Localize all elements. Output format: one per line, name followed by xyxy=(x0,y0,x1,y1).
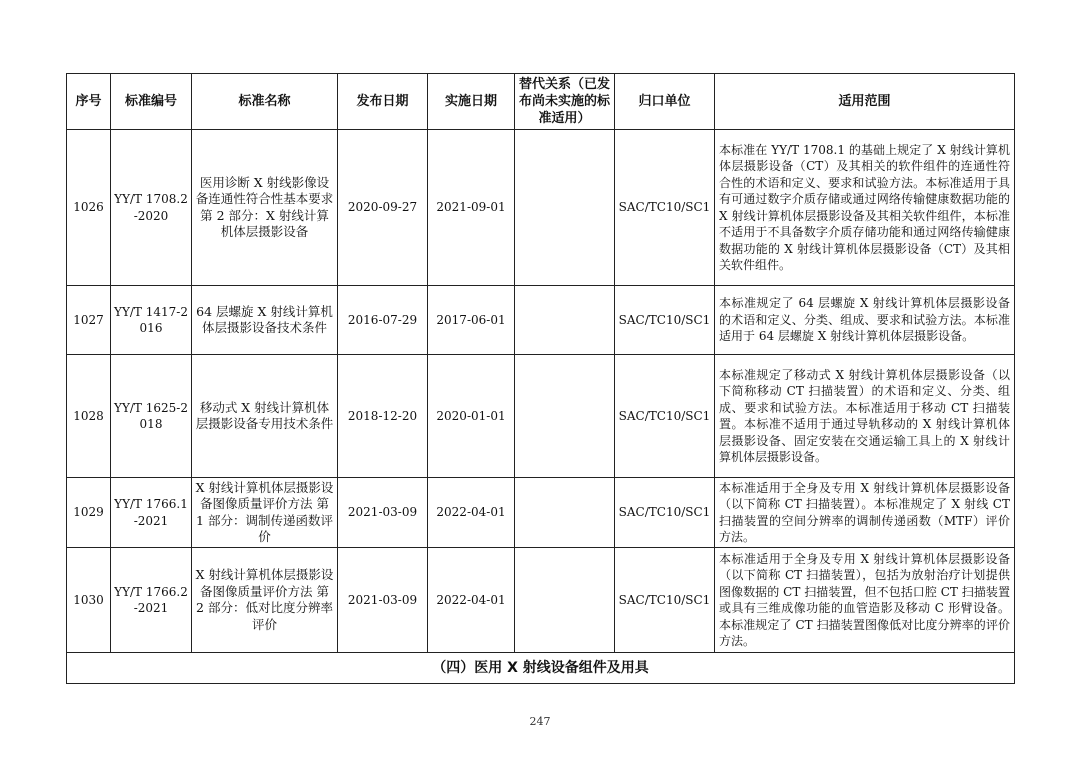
cell-code: YY/T 1708.2-2020 xyxy=(111,130,192,286)
cell-seq: 1028 xyxy=(67,355,111,478)
cell-publish-date: 2018-12-20 xyxy=(338,355,428,478)
cell-implement-date: 2021-09-01 xyxy=(428,130,515,286)
cell-scope: 本标准在 YY/T 1708.1 的基础上规定了 X 射线计算机体层摄影设备（CT）及其相关的软件组件的连通性符合性的术语和定义、要求和试验方法。本标准适用于具有可通过数字介质存储或通过网络传输健康数据功能的 X 射线计算机体层摄影设备及其相关软件组件，本标准不适用于不具备数字介质存储功能和通过网络传输健康数据功能的 X 射线计算机体层摄影设备（CT）及其相关软件组件。 xyxy=(715,130,1015,286)
header-name: 标准名称 xyxy=(192,74,338,130)
page-number: 247 xyxy=(529,715,551,728)
cell-unit: SAC/TC10/SC1 xyxy=(615,355,715,478)
cell-replacement xyxy=(515,130,615,286)
table-row xyxy=(67,130,1015,286)
cell-scope: 本标准规定了 64 层螺旋 X 射线计算机体层摄影设备的术语和定义、分类、组成、要求和试验方法。本标准适用于 64 层螺旋 X 射线计算机体层摄影设备。 xyxy=(715,286,1015,355)
cell-seq: 1029 xyxy=(67,478,111,548)
cell-code: YY/T 1766.2-2021 xyxy=(111,548,192,653)
cell-code: YY/T 1625-2018 xyxy=(111,355,192,478)
header-code: 标准编号 xyxy=(111,74,192,130)
header-replacement: 替代关系（已发布尚未实施的标准适用） xyxy=(515,74,615,130)
cell-publish-date: 2016-07-29 xyxy=(338,286,428,355)
cell-implement-date: 2022-04-01 xyxy=(428,478,515,548)
cell-unit: SAC/TC10/SC1 xyxy=(615,478,715,548)
header-unit: 归口单位 xyxy=(615,74,715,130)
cell-code: YY/T 1766.1-2021 xyxy=(111,478,192,548)
section-row xyxy=(67,653,1015,684)
cell-seq: 1027 xyxy=(67,286,111,355)
header-implement-date: 实施日期 xyxy=(428,74,515,130)
cell-unit: SAC/TC10/SC1 xyxy=(615,548,715,653)
header-seq: 序号 xyxy=(67,74,111,130)
cell-scope: 本标准适用于全身及专用 X 射线计算机体层摄影设备（以下简称 CT 扫描装置）。本标准规定了 X 射线 CT 扫描装置的空间分辨率的调制传递函数（MTF）评价方法。 xyxy=(715,478,1015,548)
cell-name: 医用诊断 X 射线影像设备连通性符合性基本要求 第 2 部分：X 射线计算机体层摄影设备 xyxy=(192,130,338,286)
table-row xyxy=(67,548,1015,653)
cell-name: 64 层螺旋 X 射线计算机体层摄影设备技术条件 xyxy=(192,286,338,355)
table-row xyxy=(67,478,1015,548)
section-title: （四）医用 X 射线设备组件及用具 xyxy=(67,653,1015,684)
cell-publish-date: 2021-03-09 xyxy=(338,478,428,548)
cell-unit: SAC/TC10/SC1 xyxy=(615,130,715,286)
cell-name: X 射线计算机体层摄影设备图像质量评价方法 第 2 部分：低对比度分辨率评价 xyxy=(192,548,338,653)
table-header-row xyxy=(67,74,1015,130)
table-row xyxy=(67,286,1015,355)
cell-replacement xyxy=(515,548,615,653)
cell-name: 移动式 X 射线计算机体层摄影设备专用技术条件 xyxy=(192,355,338,478)
cell-implement-date: 2017-06-01 xyxy=(428,286,515,355)
cell-name: X 射线计算机体层摄影设备图像质量评价方法 第 1 部分：调制传递函数评价 xyxy=(192,478,338,548)
cell-seq: 1026 xyxy=(67,130,111,286)
cell-implement-date: 2020-01-01 xyxy=(428,355,515,478)
table-row xyxy=(67,355,1015,478)
cell-replacement xyxy=(515,478,615,548)
header-publish-date: 发布日期 xyxy=(338,74,428,130)
standards-table xyxy=(66,73,1015,684)
cell-publish-date: 2020-09-27 xyxy=(338,130,428,286)
cell-scope: 本标准规定了移动式 X 射线计算机体层摄影设备（以下简称移动 CT 扫描装置）的术语和定义、分类、组成、要求和试验方法。本标准适用于移动 CT 扫描装置。本标准不适用于通过导轨移动的 X 射线计算机体层摄影设备、固定安装在交通运输工具上的 X 射线计算机体层摄影设备。 xyxy=(715,355,1015,478)
header-scope: 适用范围 xyxy=(715,74,1015,130)
cell-publish-date: 2021-03-09 xyxy=(338,548,428,653)
cell-seq: 1030 xyxy=(67,548,111,653)
cell-replacement xyxy=(515,355,615,478)
cell-unit: SAC/TC10/SC1 xyxy=(615,286,715,355)
cell-implement-date: 2022-04-01 xyxy=(428,548,515,653)
cell-replacement xyxy=(515,286,615,355)
cell-scope: 本标准适用于全身及专用 X 射线计算机体层摄影设备（以下简称 CT 扫描装置），包括为放射治疗计划提供图像数据的 CT 扫描装置，但不包括口腔 CT 扫描装置或具有三维成像功能的血管造影及移动 C 形臂设备。本标准规定了 CT 扫描装置图像低对比度分辨率的评价方法。 xyxy=(715,548,1015,653)
cell-code: YY/T 1417-2016 xyxy=(111,286,192,355)
